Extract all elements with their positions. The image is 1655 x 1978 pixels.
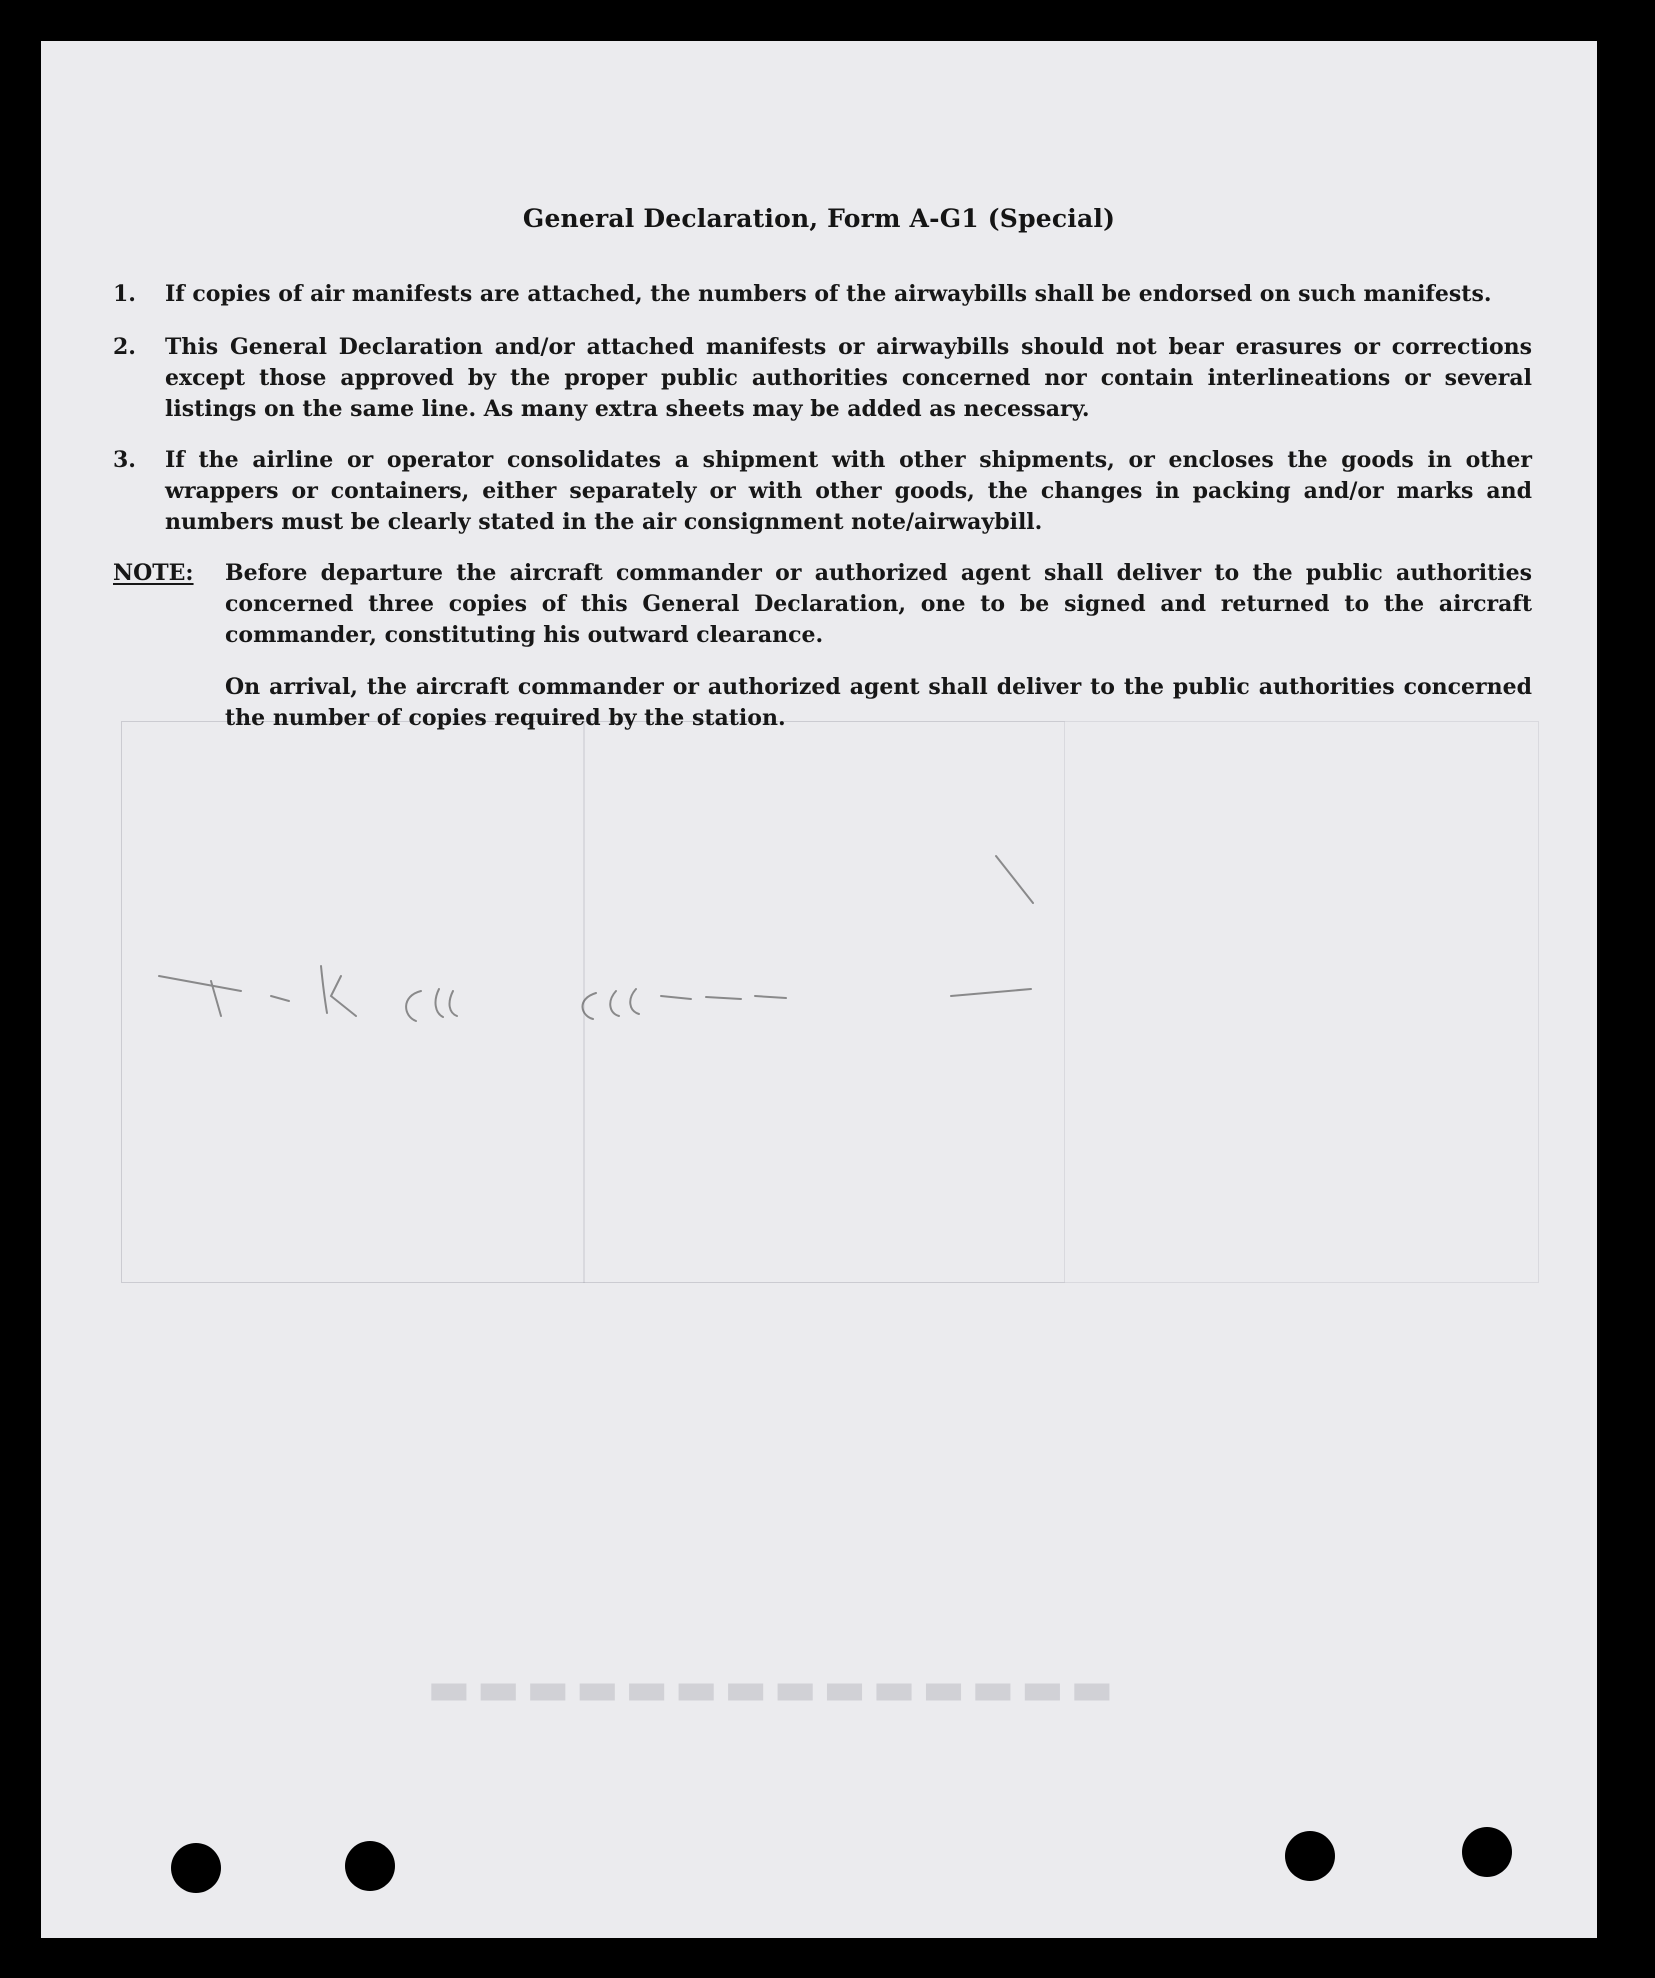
bleed-through-heading: ▬▬▬▬▬▬▬▬▬▬▬▬▬▬ xyxy=(421,1661,1114,1715)
list-item-number: 1. xyxy=(113,281,136,307)
list-item-1 xyxy=(113,279,1532,310)
list-item-2 xyxy=(113,332,1532,425)
note-block xyxy=(113,558,1532,651)
note-block-2 xyxy=(113,672,1532,734)
punch-hole xyxy=(1462,1827,1512,1877)
list-item-text: This General Declaration and/or attached manifests or airwaybills should not bear erasures or corrections except those approved by the proper public authorities concerned nor contain interlineations or several listings on the same line. As many extra sheets may be added as necessary. xyxy=(165,334,1532,422)
note-indent xyxy=(113,672,225,734)
list-item-number: 2. xyxy=(113,334,136,360)
document-page xyxy=(41,41,1597,1938)
bleed-through-table-col2 xyxy=(583,721,1065,1283)
list-item-text: If the airline or operator consolidates a shipment with other shipments, or encloses the goods in other wrappers or containers, either separately or with other goods, the changes in packing and/or marks and numbers must be clearly stated in the air consignment note/airwaybill. xyxy=(165,447,1532,535)
list-item-3 xyxy=(113,445,1532,538)
punch-hole xyxy=(1285,1831,1335,1881)
bleed-through-table-col1 xyxy=(121,721,585,1283)
punch-hole xyxy=(171,1843,221,1893)
note-paragraph-2: On arrival, the aircraft commander or authorized agent shall deliver to the public authorities concerned the number of copies required by the station. xyxy=(225,674,1532,731)
note-label: NOTE: xyxy=(113,560,194,586)
list-item-number: 3. xyxy=(113,447,136,473)
note-paragraph-1: Before departure the aircraft commander or authorized agent shall deliver to the public authorities concerned three copies of this General Declaration, one to be signed and returned to the aircraft commander, constituting his outward clearance. xyxy=(225,560,1532,648)
list-item-text: If copies of air manifests are attached, the numbers of the airwaybills shall be endorsed on such manifests. xyxy=(165,281,1492,307)
punch-hole xyxy=(345,1841,395,1891)
page-title: General Declaration, Form A-G1 (Special) xyxy=(522,204,1116,233)
